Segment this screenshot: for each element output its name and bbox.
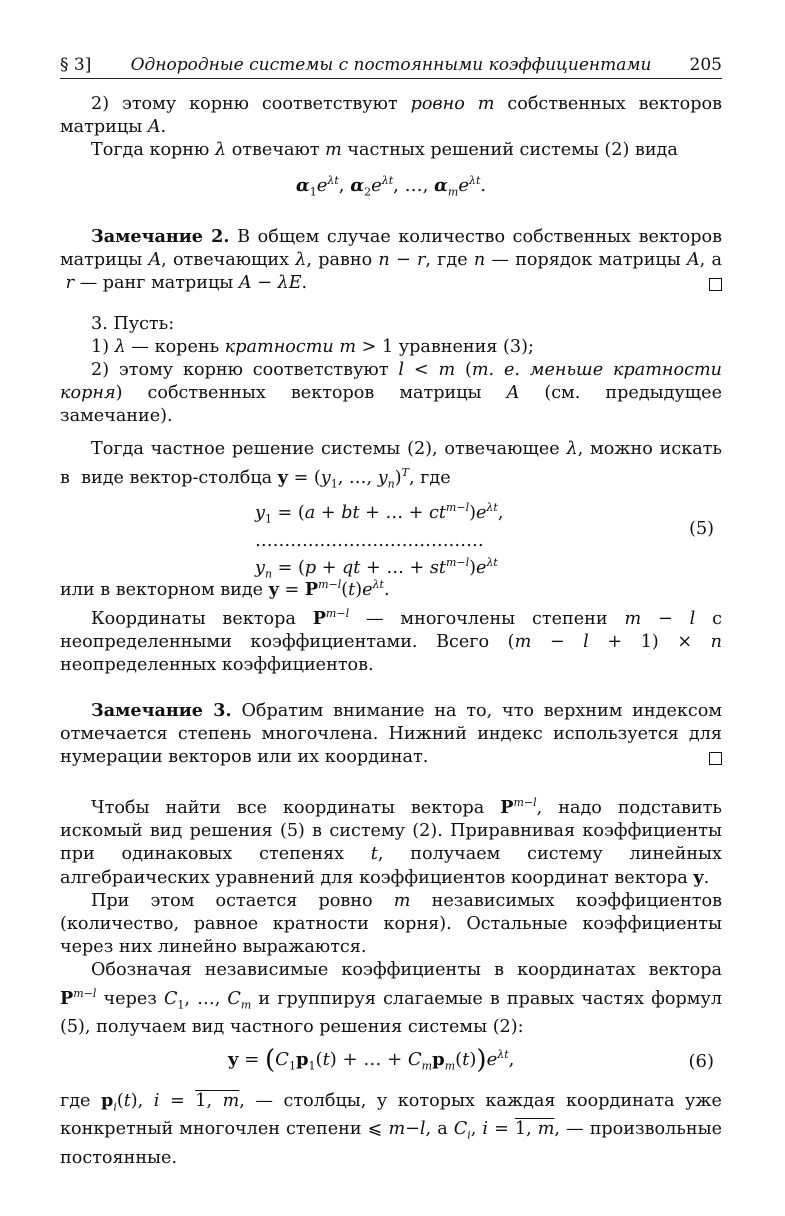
equation-6-number: (6) [688,1050,714,1072]
paragraph-10: где $p_i(t)$, i = 1, m, — столбцы, у которых каждая координата уже конкретный многочлен степени ⩽ m−l, а $C_i$, i = 1, m, — произвольные постоянные. [60,1089,722,1168]
paragraph-2: Тогда корню λ отвечают m частных решений системы (2) вида [91,140,678,160]
page-number: 205 [689,55,722,75]
remark-3-label: Замечание 3. [91,699,232,721]
paragraph-7: Чтобы найти все координаты вектора $P^{m-l}$, надо подставить искомый вид решения (5) в систему (2). Приравнивая коэффициенты при одинаковых степенях t, получаем систему линейных алгебраических уравнений для коэффициентов координат вектора y. [60,795,722,888]
paragraph-1: 2) этому корню соответствуют ровно m собственных векторов матрицы A. [60,94,723,137]
paragraph-9: Обозначая независимые коэффициенты в координатах вектора $P^{m-l}$ через $C_1$, …, $C_m$ и группируя слагаемые в правых частях формул (5), получаем вид частного решения системы (2): [60,959,722,1037]
paragraph-3-1: 3. Пусть: [91,313,175,334]
qed-square-icon [709,278,722,291]
equation-6-body: $y = (C_1p_1(t)$ + … + $C_mp_m(t))e^{\lambda t}$, [228,1044,515,1075]
section-marker: § 3] [60,55,92,75]
remark-2: Замечание 2. В общем случае количество собственных векторов матрицы A, отвечающих λ, равно n − r, где n — порядок матрицы A, а r — ранг матрицы A − λE. [60,225,722,293]
running-header [60,52,722,79]
paragraph-3-2: 1) λ — корень кратности m > 1 уравнения (3); [91,336,534,357]
paragraph-5: или в векторном виде $y = P^{m-l}(t)e^{\lambda t}$. [60,577,390,600]
paragraph-6: Координаты вектора $P^{m-l}$ — многочлены степени m − l с неопределенными коэффициентами. Всего (m − l + 1) × n неопределенных коэффициентов. [60,606,722,675]
running-title: Однородные системы с постоянными коэффициентами [130,55,652,75]
remark-2-label: Замечание 2. [91,225,230,247]
remark-3-text: Обратим внимание на то, что верхним индексом отмечается степень многочлена. Нижний индекс используется для нумерации векторов или их координат. [60,700,723,767]
equation-5-line-1: $y_1 = (a$ + bt + … + $ct^{m-l})e^{\lambda t}$, [255,500,504,526]
equation-5-line-3: $y_n = (p$ + qt + … + $st^{m-l})e^{\lambda t}$ [255,556,498,581]
qed-square-icon [709,752,722,765]
equation-5-line-2: ………………………………… [255,531,484,552]
equation-5-number: (5) [689,518,714,539]
equation-alpha: $\alpha_1e^{\lambda t}$, $\alpha_2e^{\lambda t}$, …, $\alpha_me^{\lambda t}$. [295,174,487,199]
equation-6 [60,1039,722,1085]
book-page [60,52,722,1170]
paragraph-3-3: 2) этому корню соответствуют l < m (т. е. меньше кратности корня) собственных векторов матрицы A (см. предыдущее замечание). [60,359,722,426]
paragraph-4: Тогда частное решение системы (2), отвечающее λ, можно искать в виде вектор-столбца $y = (y_1$, …, $y_n)^T$, где [60,438,722,490]
remark-3 [60,699,722,769]
equation-5 [60,497,722,581]
paragraph-8: При этом остается ровно m независимых коэффициентов (количество, равное кратности корня). Остальные коэффициенты через них линейно выражаются. [60,890,722,957]
